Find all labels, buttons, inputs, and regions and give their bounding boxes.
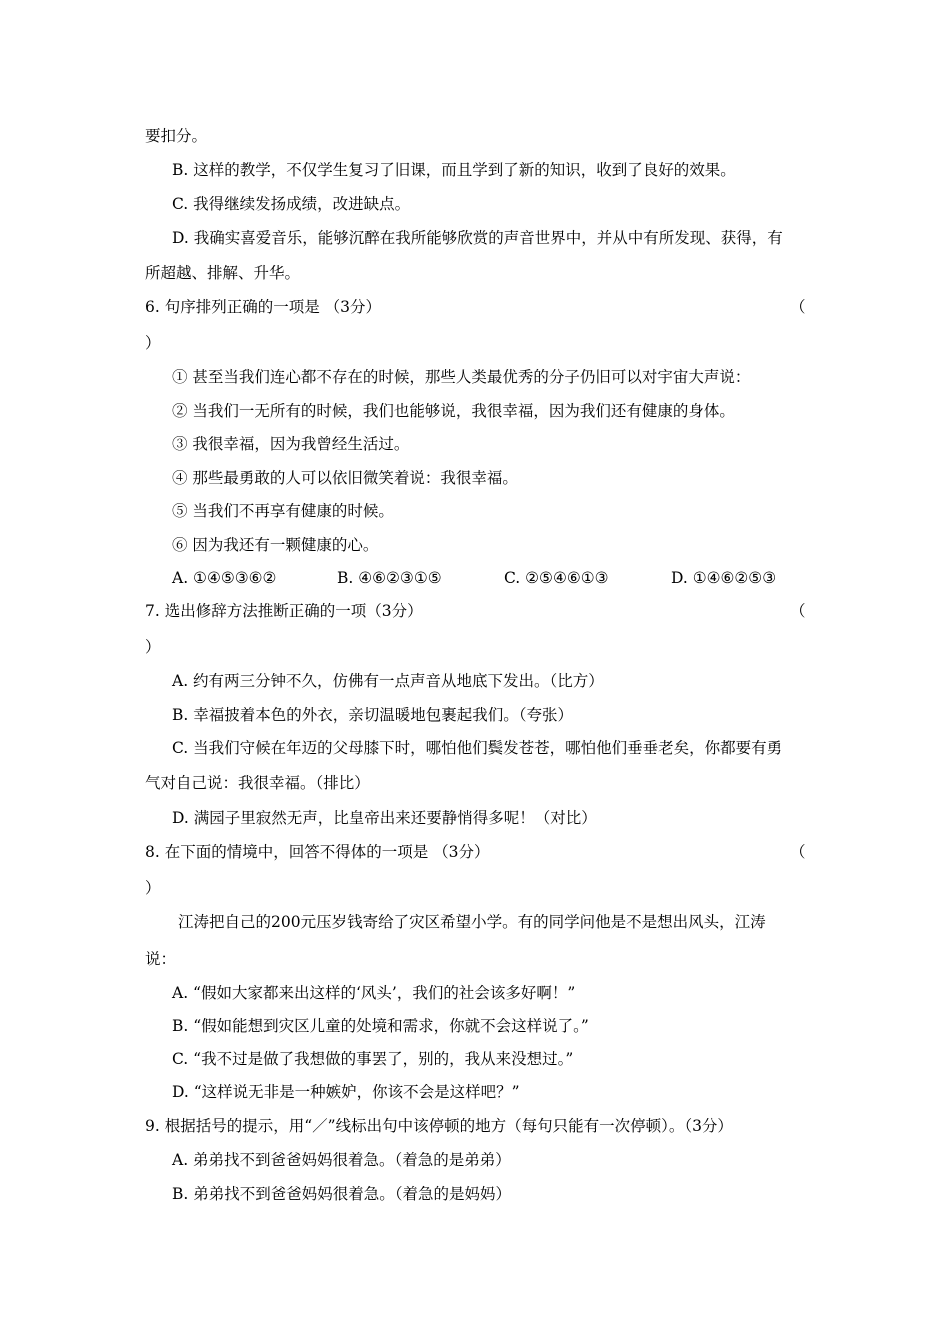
q8-option-c: C. “我不过是做了我想做的事罢了，别的，我从来没想过。” [172,1050,574,1068]
q7-answer-paren-close: ） [145,638,161,656]
q5-option-b: B. 这样的教学，不仅学生复习了旧课，而且学到了新的知识，收到了良好的效果。 [172,161,736,179]
q6-answer-paren-close: ） [145,334,161,352]
q8-context-line1: 江涛把自己的200元压岁钱寄给了灾区希望小学。有的同学问他是不是想出风头，江涛 [178,913,766,931]
q7-option-c-line2: 气对自己说：我很幸福。（排比） [145,774,370,792]
q8-option-a: A. “假如大家都来出这样的‘风头’，我们的社会该多好啊！” [172,984,576,1002]
q8-context-line2: 说： [145,950,177,968]
q5-option-d-line1: D. 我确实喜爱音乐，能够沉醉在我所能够欣赏的声音世界中，并从中有所发现、获得，有 [172,229,783,247]
q5-option-c: C. 我得继续发扬成绩，改进缺点。 [172,195,411,213]
q8-answer-paren-close: ） [145,879,161,897]
q6-sentence-6: ⑥ 因为我还有一颗健康的心。 [172,536,379,554]
q6-stem: 6. 句序排列正确的一项是 （3分） [145,298,382,316]
q9-option-a: A. 弟弟找不到爸爸妈妈很着急。（着急的是弟弟） [172,1151,511,1169]
q6-sentence-3: ③ 我很幸福，因为我曾经生活过。 [172,435,410,453]
q5-option-a-tail: 要扣分。 [145,127,208,145]
q6-option-c: C. ②⑤④⑥①③ [504,569,609,587]
q5-option-d-line2: 所超越、排解、升华。 [145,264,301,282]
q6-sentence-1: ① 甚至当我们连心都不存在的时候，那些人类最优秀的分子仍旧可以对宇宙大声说： [172,368,751,386]
q7-stem: 7. 选出修辞方法推断正确的一项（3分） [145,602,423,620]
q6-option-a: A. ①④⑤③⑥② [172,569,277,587]
q7-option-b: B. 幸福披着本色的外衣，亲切温暖地包裹起我们。（夸张） [172,706,573,724]
q8-option-b: B. “假如能想到灾区儿童的处境和需求，你就不会这样说了。” [172,1017,589,1035]
q8-option-d: D. “这样说无非是一种嫉妒，你该不会是这样吧？” [172,1083,520,1101]
q6-answer-paren-open: （ [790,298,806,316]
q7-option-a: A. 约有两三分钟不久，仿佛有一点声音从地底下发出。（比方） [172,672,604,690]
q6-option-d: D. ①④⑥②⑤③ [671,569,777,587]
q6-sentence-5: ⑤ 当我们不再享有健康的时候。 [172,502,394,520]
q9-stem: 9. 根据括号的提示，用“／”线标出句中该停顿的地方（每句只能有一次停顿）。（3分） [145,1117,733,1135]
q8-stem: 8. 在下面的情境中，回答不得体的一项是 （3分） [145,843,490,861]
q8-answer-paren-open: （ [790,843,806,861]
q7-answer-paren-open: （ [790,602,806,620]
q6-option-b: B. ④⑥②③①⑤ [337,569,442,587]
q6-sentence-4: ④ 那些最勇敢的人可以依旧微笑着说：我很幸福。 [172,469,518,487]
q7-option-d: D. 满园子里寂然无声，比皇帝出来还要静悄得多呢！（对比） [172,809,597,827]
q9-option-b: B. 弟弟找不到爸爸妈妈很着急。（着急的是妈妈） [172,1185,511,1203]
q6-sentence-2: ② 当我们一无所有的时候，我们也能够说，我很幸福，因为我们还有健康的身体。 [172,402,735,420]
q7-option-c-line1: C. 当我们守候在年迈的父母膝下时，哪怕他们鬓发苍苍，哪怕他们垂垂老矣，你都要有勇 [172,739,783,757]
